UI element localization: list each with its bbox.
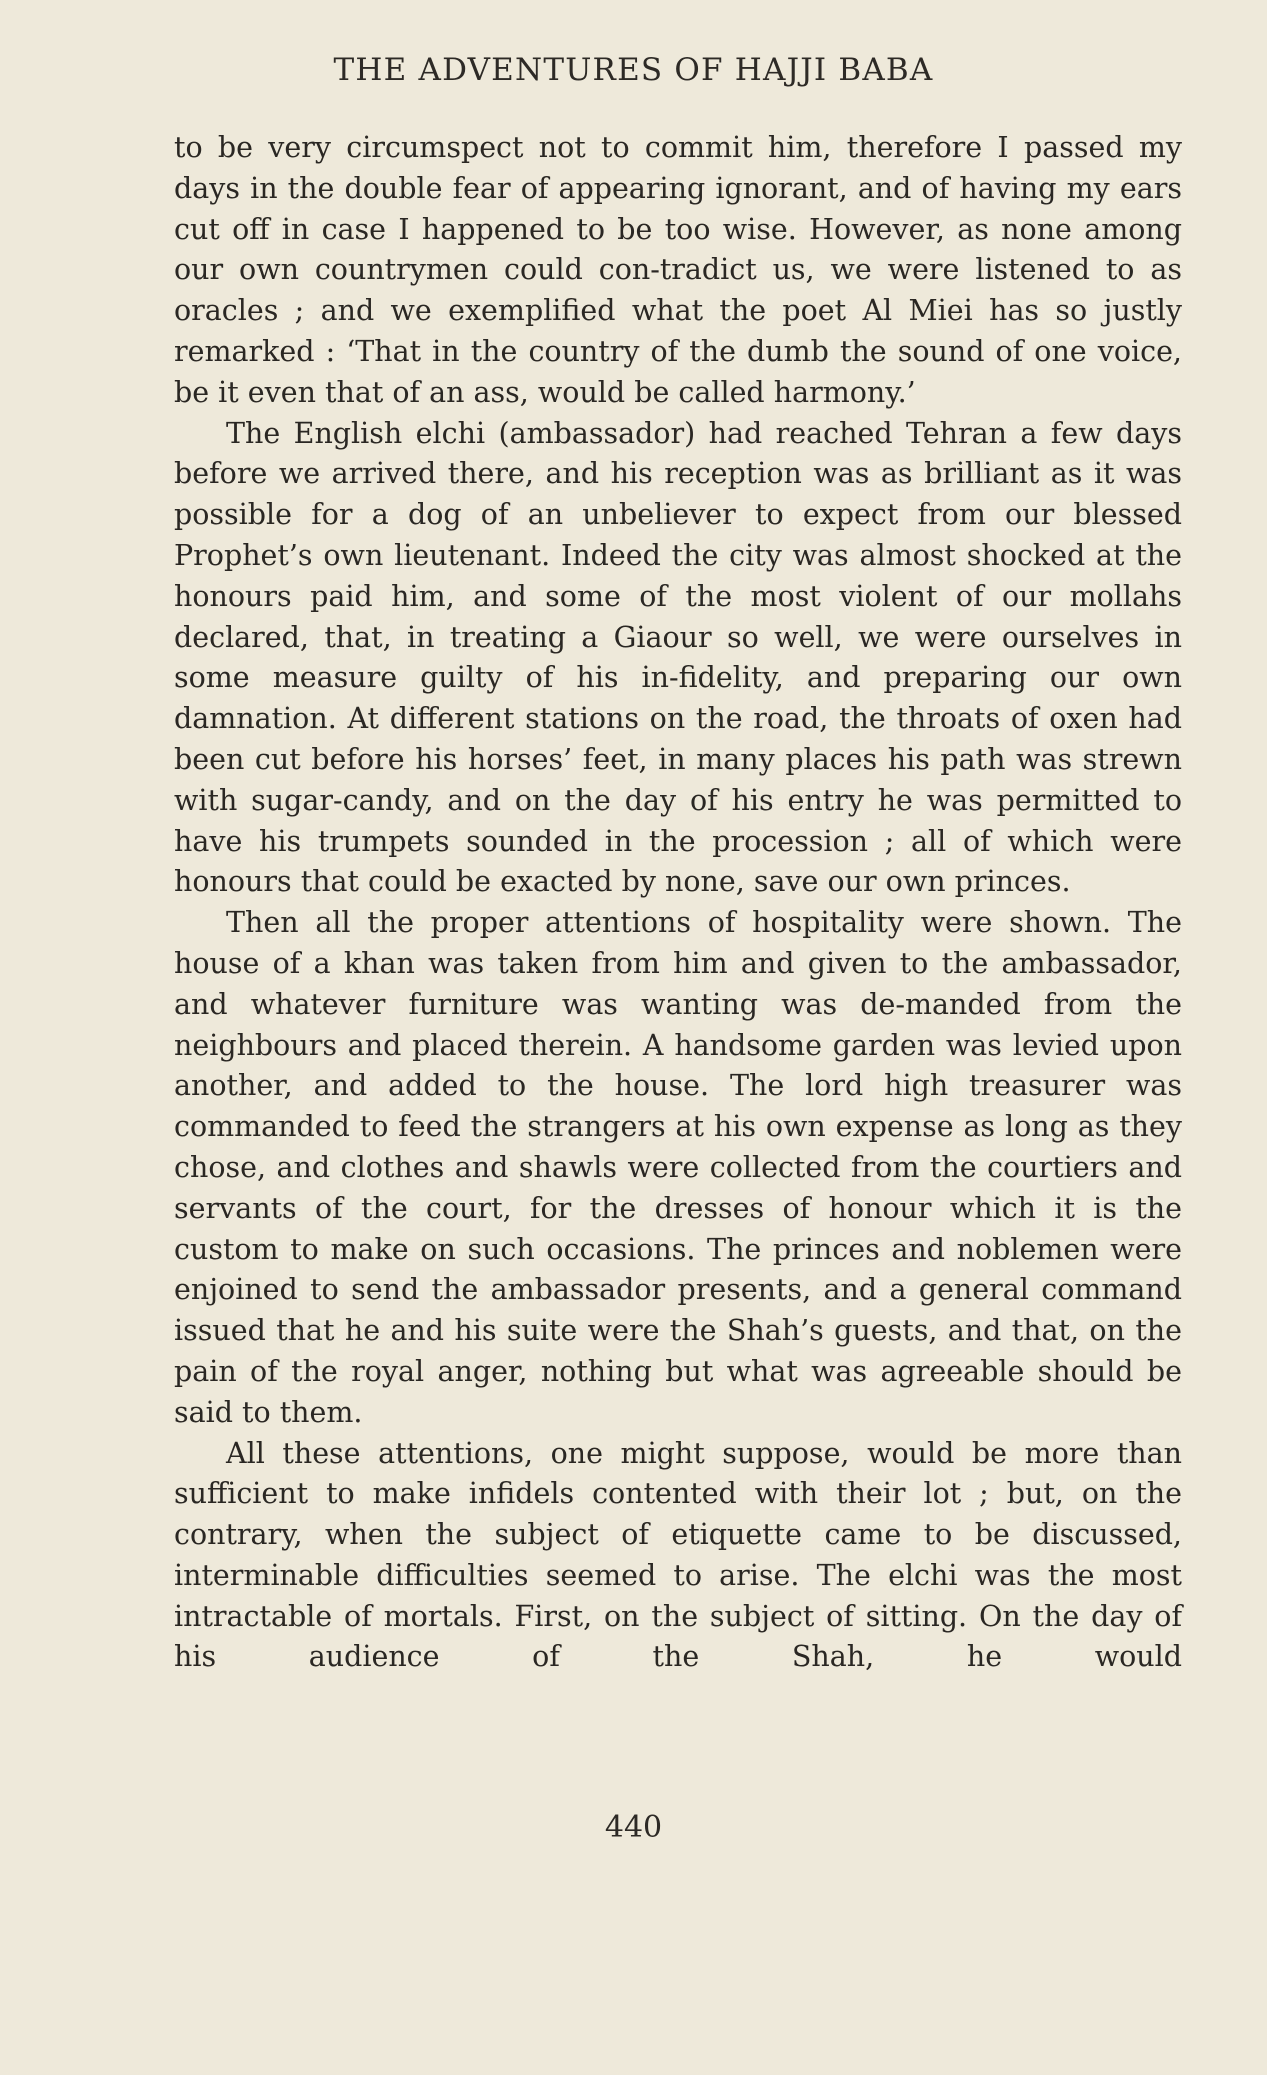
page-number: 440: [604, 1810, 663, 1845]
paragraph-2: The English elchi (ambassador) had reached Tehran a few days before we arrived there, and his reception was as brilliant as it was possible for a dog of an unbeliever to expect from our blessed Prophet’s own lieutenant. Indeed the city was almost shocked at the honours paid him, and some of the most violent of our mollahs declared, that, in treating a Giaour so well, we were ourselves in some measure guilty of his in-fidelity, and preparing our own damnation. At different stations on the road, the throats of oxen had been cut before his horses’ feet, in many places his path was strewn with sugar-candy, and on the day of his entry he was permitted to have his trumpets sounded in the procession ; all of which were honours that could be exacted by none, save our own princes.: [174, 416, 1182, 899]
paragraph-1: to be very circumspect not to commit him, therefore I passed my days in the double fear of appearing ignorant, and of having my ears cut off in case I happened to be too wise. However, as none among our own countrymen could con-tradict us, we were listened to as oracles ; and we exemplified what the poet Al Miei has so justly remarked : ‘That in the country of the dumb the sound of one voice, be it even that of an ass, would be called harmony.’: [174, 131, 1182, 409]
paragraph-3: Then all the proper attentions of hospitality were shown. The house of a khan was taken from him and given to the ambassador, and whatever furniture was wanting was de-manded from the neighbours and placed therein. A handsome garden was levied upon another, and added to the house. The lord high treasurer was commanded to feed the strangers at his own expense as long as they chose, and clothes and shawls were collected from the courtiers and servants of the court, for the dresses of honour which it is the custom to make on such occasions. The princes and noblemen were enjoined to send the ambassador presents, and a general command issued that he and his suite were the Shah’s guests, and that, on the pain of the royal anger, nothing but what was agreeable should be said to them.: [174, 906, 1182, 1429]
paragraph-4: All these attentions, one might suppose, would be more than sufficient to make infidels contented with their lot ; but, on the contrary, when the subject of etiquette came to be discussed, interminable difficulties seemed to arise. The elchi was the most intractable of mortals. First, on the subject of sitting. On the day of his audience of the Shah, he would: [174, 1436, 1182, 1674]
body-text: [174, 128, 1182, 1678]
running-head: THE ADVENTURES OF HAJJI BABA: [333, 52, 934, 88]
